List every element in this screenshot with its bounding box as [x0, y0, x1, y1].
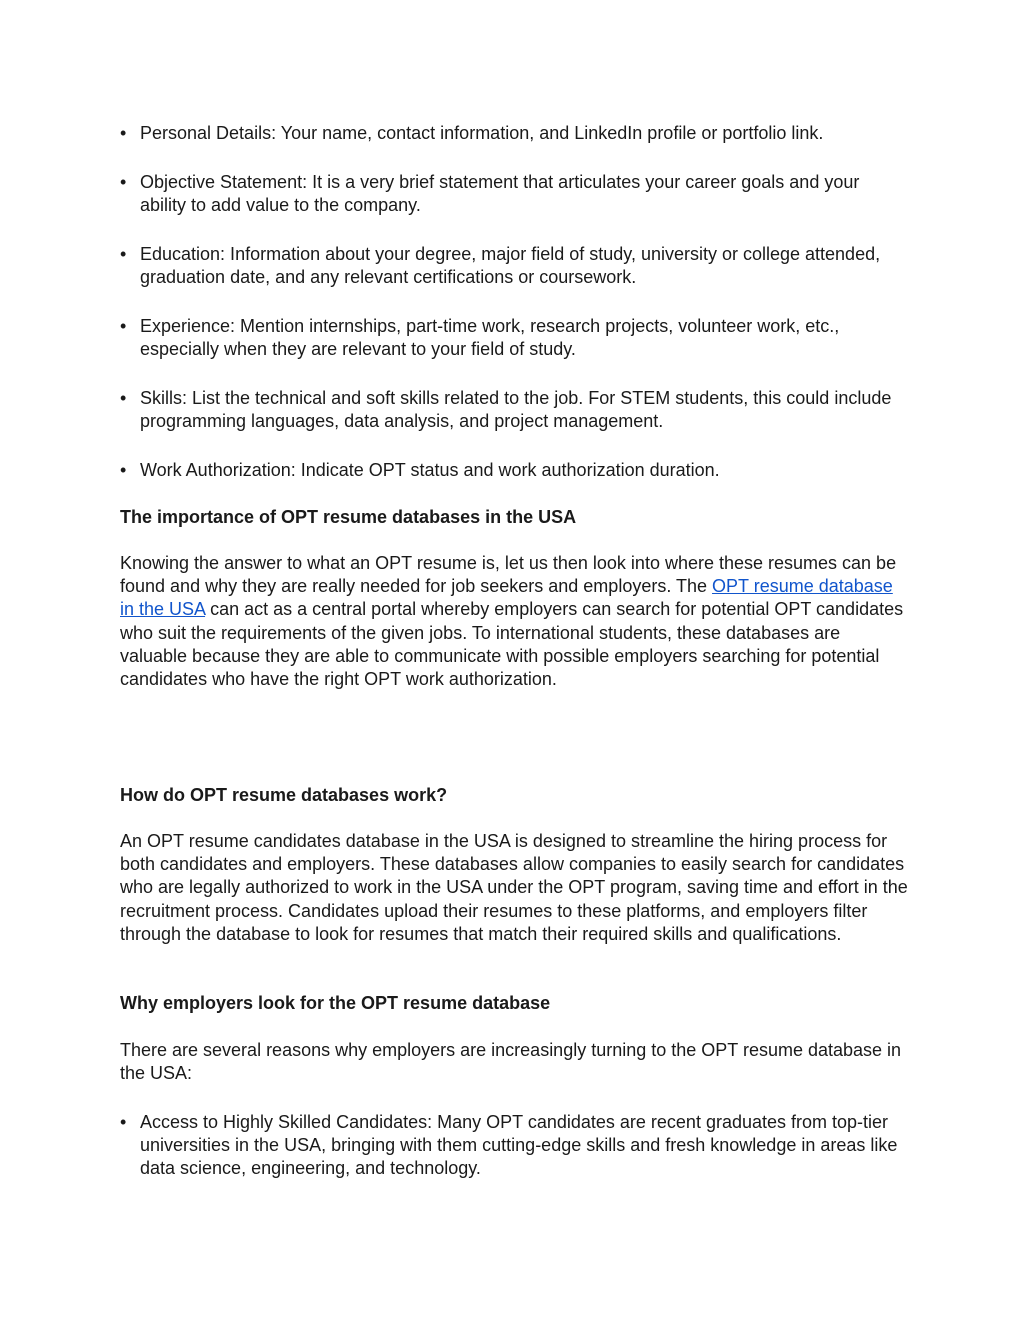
- paragraph-text: can act as a central portal whereby employers can search for potential OPT candidates who suit the requirements of the given jobs. To international students, these databases are valuable because they are able to communicate with possible employers searching for potential candidates who have the right OPT work authorization.: [120, 599, 904, 690]
- bullet-icon: [120, 315, 140, 338]
- list-item: [120, 171, 910, 217]
- section-heading: How do OPT resume databases work?: [120, 785, 448, 805]
- list-item-text: Objective Statement: It is a very brief statement that articulates your career goals and your ability to add value to the company.: [140, 172, 860, 216]
- list-item: [120, 387, 910, 433]
- list-item: [120, 122, 910, 145]
- bullet-icon: [120, 387, 140, 410]
- list-item-text: Education: Information about your degree, major field of study, university or college attended, graduation date, and any relevant certifications or coursework.: [140, 244, 881, 288]
- section-paragraph: [120, 552, 910, 691]
- list-item-text: Experience: Mention internships, part-time work, research projects, volunteer work, etc., especially when they are relevant to your field of study.: [140, 316, 840, 360]
- list-item: [120, 315, 910, 361]
- bullet-icon: [120, 171, 140, 194]
- paragraph-text: Knowing the answer to what an OPT resume is, let us then look into where these resumes can be found and why they are really needed for job seekers and employers. The: [120, 553, 897, 597]
- section-paragraph: There are several reasons why employers are increasingly turning to the OPT resume database in the USA:: [120, 1040, 902, 1084]
- list-item-text: Work Authorization: Indicate OPT status and work authorization duration.: [140, 460, 720, 480]
- section-paragraph: An OPT resume candidates database in the USA is designed to streamline the hiring process for both candidates and employers. These databases allow companies to easily search for candidates who are legally authorized to work in the USA under the OPT program, saving time and effort in the recruitment process. Candidates upload their resumes to these platforms, and employers filter through the database to look for resumes that match their required skills and qualifications.: [120, 831, 908, 944]
- bullet-icon: [120, 1111, 140, 1134]
- bullet-icon: [120, 459, 140, 482]
- list-item-text: Personal Details: Your name, contact information, and LinkedIn profile or portfolio link.: [140, 123, 824, 143]
- list-item: [120, 243, 910, 289]
- list-item: [120, 459, 910, 482]
- section-heading: The importance of OPT resume databases in the USA: [120, 507, 577, 527]
- list-item-text: Access to Highly Skilled Candidates: Many OPT candidates are recent graduates from top-tier universities in the USA, bringing with them cutting-edge skills and fresh knowledge in areas like data science, engineering, and technology.: [140, 1112, 898, 1179]
- section-heading: Why employers look for the OPT resume database: [120, 993, 551, 1013]
- list-item: [120, 1111, 910, 1181]
- bullet-icon: [120, 122, 140, 145]
- opt-database-link[interactable]: OPT resume database in the USA: [120, 576, 893, 620]
- bullet-icon: [120, 243, 140, 266]
- list-item-text: Skills: List the technical and soft skills related to the job. For STEM students, this could include programming languages, data analysis, and project management.: [140, 388, 892, 432]
